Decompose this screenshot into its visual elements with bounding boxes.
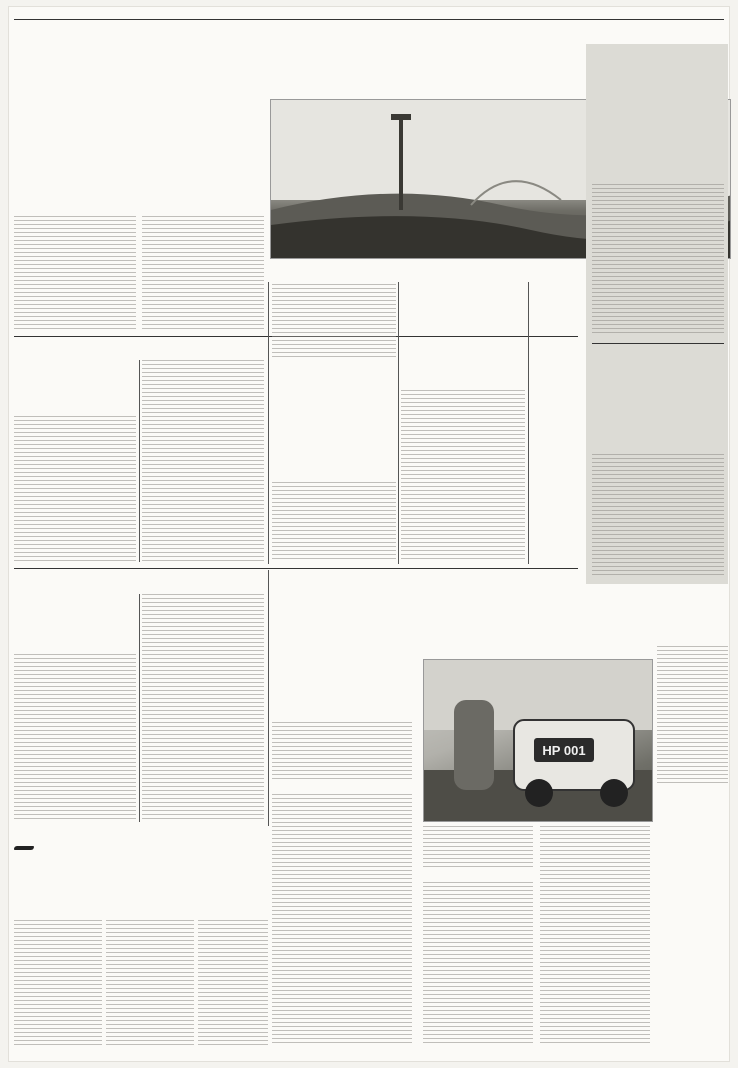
lasten-headline xyxy=(14,340,266,356)
college-col-1b xyxy=(272,794,412,1046)
poop-cleaner-photo xyxy=(423,659,653,822)
renovatie-col-1 xyxy=(14,654,136,822)
masthead-rule xyxy=(14,19,724,20)
regio-col-2 xyxy=(106,920,194,1046)
sgp-intro xyxy=(401,340,525,388)
renovatie-byline xyxy=(14,592,139,601)
cda-byline xyxy=(592,101,724,110)
photo2-credit xyxy=(692,852,728,860)
college-kicker xyxy=(272,574,728,590)
svg-text:HP 001: HP 001 xyxy=(542,743,586,758)
cda-divider xyxy=(592,343,724,344)
regio-item-2 xyxy=(106,868,194,918)
raad-headline xyxy=(272,364,396,412)
lead-col-3 xyxy=(272,284,396,358)
sgp-byline xyxy=(401,330,525,339)
renovatie-divider xyxy=(14,568,578,569)
photo2-caption xyxy=(657,787,728,849)
raad-body xyxy=(272,482,396,562)
college-sub2 xyxy=(423,870,533,881)
renovatie-col-2 xyxy=(142,594,264,822)
college-col-3 xyxy=(540,826,650,1046)
college-intro xyxy=(272,646,412,720)
masthead xyxy=(14,6,724,18)
lead-kicker xyxy=(14,26,266,44)
college-col-1a xyxy=(272,722,412,780)
lasten-byline xyxy=(14,358,139,367)
renovatie-intro xyxy=(14,602,136,652)
raad-byline xyxy=(272,412,396,421)
lead-col-2 xyxy=(142,216,264,332)
cda-intro xyxy=(592,111,724,181)
lead-byline xyxy=(14,137,266,147)
raad-intro xyxy=(272,422,396,480)
lasten-col-1 xyxy=(14,416,136,562)
college-headline xyxy=(272,590,728,634)
controle-intro xyxy=(592,396,724,452)
college-byline xyxy=(272,636,412,645)
lasten-intro xyxy=(14,368,136,414)
sgp-headline xyxy=(401,284,525,328)
renovatie-headline xyxy=(14,574,266,589)
college-col-right-top xyxy=(657,646,728,784)
poop-cleaner-illustration xyxy=(424,660,653,822)
regio-col-3 xyxy=(198,920,268,1046)
controle-body xyxy=(592,454,724,578)
regio-col-1 xyxy=(14,920,102,1046)
college-col-2a xyxy=(423,826,533,868)
college-col-2b xyxy=(423,882,533,1046)
cda-headline xyxy=(592,52,724,100)
regio-item-3 xyxy=(198,868,268,918)
lasten-col-2 xyxy=(142,360,264,562)
cda-body xyxy=(592,184,724,334)
lead-col-1 xyxy=(14,216,136,332)
college-sub1 xyxy=(272,782,412,793)
lead-intro xyxy=(14,147,266,213)
sgp-body xyxy=(401,390,525,562)
controle-headline xyxy=(592,350,724,396)
regio-title xyxy=(14,830,274,856)
